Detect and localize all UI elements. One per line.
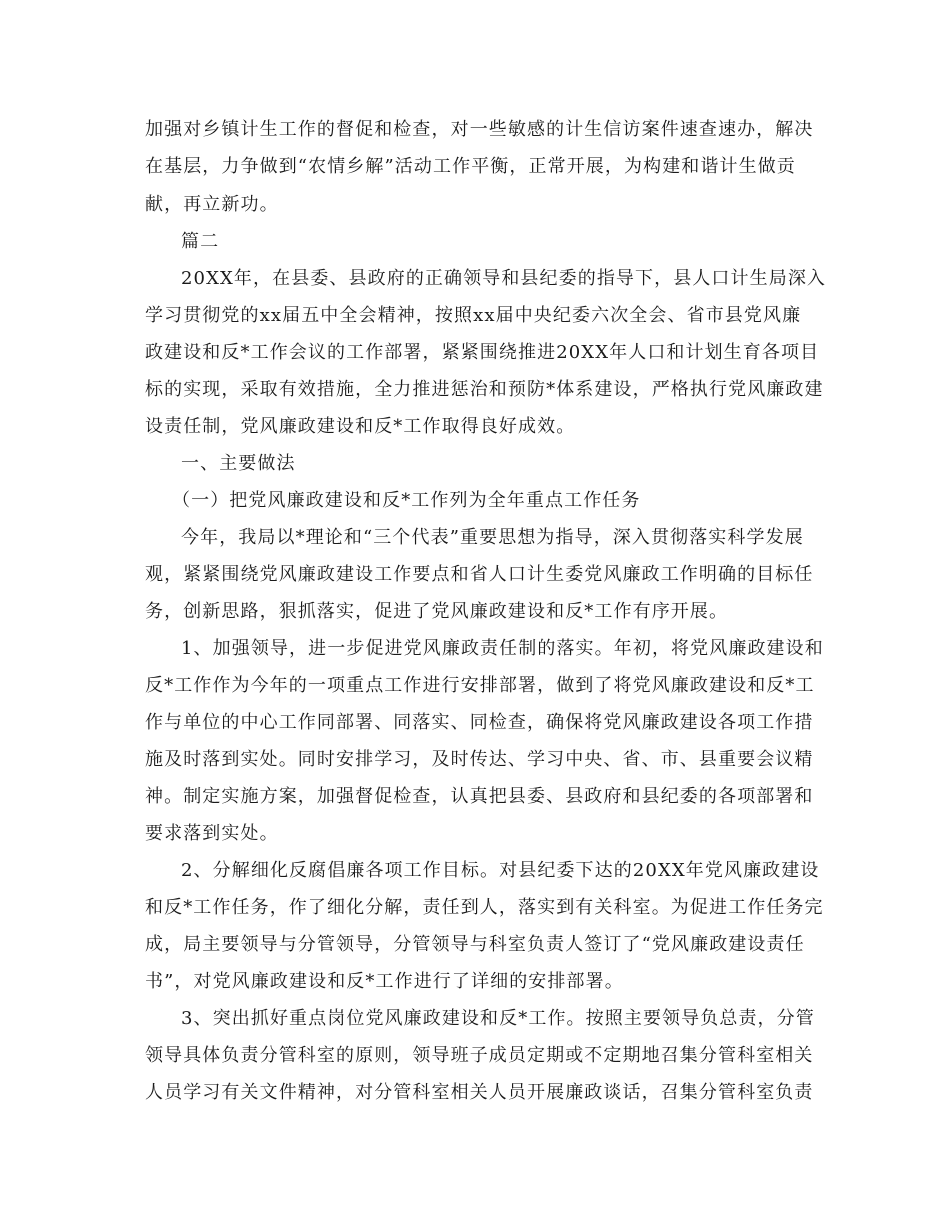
text-line: 20XX年，在县委、县政府的正确领导和县纪委的指导下，县人口计生局深入 — [181, 268, 827, 289]
text-line: 标的实现，采取有效措施，全力推进惩治和预防*体系建设，严格执行党风廉政建 — [145, 379, 824, 400]
text-line: 务，创新思路，狠抓落实，促进了党风廉政建设和反*工作有序开展。 — [145, 601, 729, 622]
section-heading: 一、主要做法 — [181, 453, 296, 474]
section-heading: 篇二 — [181, 231, 220, 252]
text-line: 观，紧紧围绕党风廉政建设工作要点和省人口计生委党风廉政工作明确的目标任 — [145, 564, 814, 585]
text-line: 施及时落到实处。同时安排学习，及时传达、学习中央、省、市、县重要会议精 — [145, 749, 814, 770]
text-line: 献，再立新功。 — [145, 194, 279, 215]
text-line: 书”，对党风廉政建设和反*工作进行了详细的安排部署。 — [145, 971, 624, 992]
text-line: 和反*工作任务，作了细化分解，责任到人，落实到有关科室。为促进工作任务完 — [145, 897, 824, 918]
text-line: 神。制定实施方案，加强督促检查，认真把县委、县政府和县纪委的各项部署和 — [145, 786, 814, 807]
text-line: 设责任制，党风廉政建设和反*工作取得良好成效。 — [145, 416, 576, 437]
text-line: 3、突出抓好重点岗位党风廉政建设和反*工作。按照主要领导负总责，分管 — [181, 1008, 815, 1029]
text-line: 今年，我局以*理论和“三个代表”重要思想为指导，深入贯彻落实科学发展 — [181, 527, 804, 548]
text-line: 人员学习有关文件精神，对分管科室相关人员开展廉政谈话，召集分管科室负责 — [145, 1082, 814, 1103]
subsection-heading: （一）把党风廉政建设和反*工作列为全年重点工作任务 — [172, 490, 641, 511]
text-line: 2、分解细化反腐倡廉各项工作目标。对县纪委下达的20XX年党风廉政建设 — [181, 860, 820, 881]
text-line: 政建设和反*工作会议的工作部署，紧紧围绕推进20XX年人口和计划生育各项目 — [145, 342, 820, 363]
text-line: 成，局主要领导与分管领导，分管领导与科室负责人签订了“党风廉政建设责任 — [145, 934, 805, 955]
text-line: 在基层，力争做到“农情乡解”活动工作平衡，正常开展，为构建和谐计生做贡 — [145, 156, 796, 177]
text-line: 加强对乡镇计生工作的督促和检查，对一些敏感的计生信访案件速查速办，解决 — [145, 119, 814, 140]
text-line: 要求落到实处。 — [145, 823, 279, 844]
text-line: 学习贯彻党的xx届五中全会精神，按照xx届中央纪委六次全会、省市县党风廉 — [145, 305, 802, 326]
text-line: 1、加强领导，进一步促进党风廉政责任制的落实。年初，将党风廉政建设和 — [181, 638, 824, 659]
text-line: 作与单位的中心工作同部署、同落实、同检查，确保将党风廉政建设各项工作措 — [145, 712, 814, 733]
text-line: 反*工作作为今年的一项重点工作进行安排部署，做到了将党风廉政建设和反*工 — [145, 675, 815, 696]
text-line: 领导具体负责分管科室的原则，领导班子成员定期或不定期地召集分管科室相关 — [145, 1045, 814, 1066]
